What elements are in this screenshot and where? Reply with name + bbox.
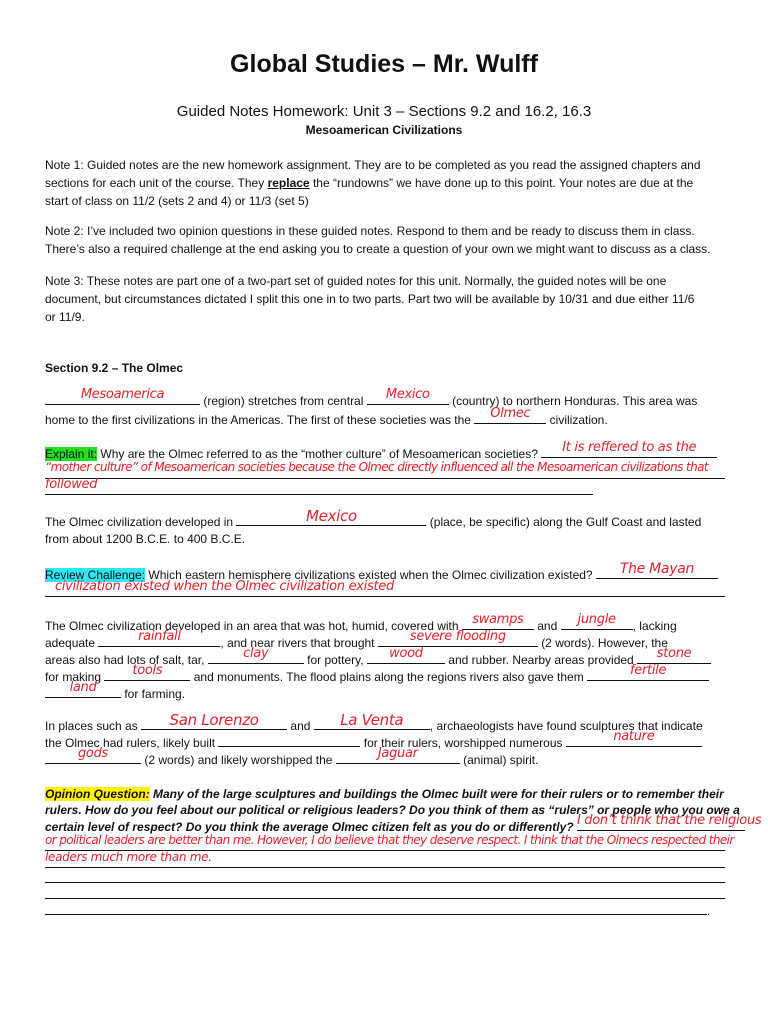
answer-jungle: jungle [577, 612, 616, 627]
p3-and: and [537, 619, 558, 633]
opinion-line2: rulers. How do you feel about our political or religious leaders? Do you think of them as “rulers” or people who you owe a [45, 803, 740, 817]
p2-text-a: The Olmec civilization developed in [45, 515, 234, 529]
opinion-rule-4 [45, 882, 725, 883]
p3-rivers: , and near rivers that brought [220, 636, 375, 650]
explain-answer-3: followed [45, 477, 98, 492]
opinion-text-3: certain level of respect? Do you think the average Olmec citizen felt as you do or differently? [45, 820, 574, 834]
replace-word: replace [267, 176, 310, 190]
blank-nature[interactable] [566, 729, 702, 747]
blank-olmec[interactable] [474, 406, 546, 424]
answer-country: Mexico [385, 387, 430, 402]
p3-line5 [45, 680, 725, 703]
blank-rainfall[interactable] [98, 629, 220, 647]
note3-line1: Note 3: These notes are part one of a two-part set of guided notes for this unit. Normally, the guided notes will be one [45, 274, 667, 288]
review-question: Which eastern hemisphere civilizations existed when the Olmec civilization existed? [145, 568, 593, 582]
blank-jungle[interactable] [561, 612, 633, 630]
review-answer-2: civilization existed when the Olmec civilization existed [55, 579, 394, 594]
opinion-label: Opinion Question: [45, 787, 150, 801]
opinion-period: . [707, 904, 711, 918]
answer-land: land [69, 680, 97, 695]
p4-archaeologists: , archaeologists have found sculptures that indicate [429, 719, 703, 733]
review-label: Review Challenge: [45, 568, 146, 582]
answer-stone: stone [656, 646, 692, 661]
blank-place[interactable] [236, 507, 426, 526]
note1-line2a: sections for each unit of the course. They [45, 176, 268, 190]
opinion-rule-5 [45, 898, 725, 899]
answer-place: Mexico [306, 507, 357, 525]
note1-line3: start of class on 11/2 (sets 2 and 4) or 11/3 (set 5) [45, 194, 309, 208]
note1-line2 [45, 174, 725, 192]
p3-pottery: for pottery, [307, 653, 364, 667]
p1-text-c: home to the first civilizations in the Americas. The first of these societies was the [45, 413, 471, 427]
explain-label: Explain it: [45, 447, 98, 461]
opinion-rule-3 [45, 867, 725, 868]
answer-sanlorenzo: San Lorenzo [169, 711, 259, 729]
explain-blank1[interactable] [541, 440, 717, 458]
p4-spirit: (animal) spirit. [463, 753, 539, 767]
p3-adequate: adequate [45, 636, 96, 650]
answer-nature: nature [613, 729, 655, 744]
note3-line2: document, but circumstances dictated I split this one in to two parts. Part two will be available by 10/31 and due either 11/6 [45, 292, 695, 306]
p3-rubber: and rubber. Nearby areas provided [448, 653, 634, 667]
answer-tools: tools [132, 663, 163, 678]
blank-fertile[interactable] [587, 663, 709, 681]
p3-floodplains: and monuments. The flood plains along the regions rivers also gave them [193, 670, 584, 684]
p3-salt: areas also had lots of salt, tar, [45, 653, 205, 667]
explain-answer-1: It is reffered to as the [562, 440, 697, 455]
p4-places: In places such as [45, 719, 138, 733]
note3-line3: or 11/9. [45, 310, 85, 324]
answer-flooding: severe flooding [409, 629, 506, 644]
blank-region[interactable] [45, 387, 200, 405]
blank-laventa[interactable] [314, 711, 430, 730]
p2-text-b: (place, be specific) along the Gulf Coast and lasted [429, 515, 702, 529]
blank-wood[interactable] [367, 646, 445, 664]
answer-laventa: La Venta [340, 711, 404, 729]
p1-text-d: civilization. [549, 413, 608, 427]
review-rule-2 [45, 596, 725, 597]
p3-lacking: , lacking [632, 619, 677, 633]
blank-land[interactable] [45, 680, 121, 698]
section-heading: Section 9.2 – The Olmec [45, 361, 184, 375]
explain-rule-2 [45, 478, 725, 479]
blank-gods[interactable] [45, 746, 141, 764]
p4-and: and [290, 719, 311, 733]
answer-olmec: Olmec [490, 406, 531, 421]
answer-clay: clay [243, 646, 269, 661]
opinion-text-1: Many of the large sculptures and buildings the Olmec built were for their rulers or to remember their [149, 787, 724, 801]
explain-question: Why are the Olmec referred to as the “mother culture” of Mesoamerican societies? [97, 447, 538, 461]
answer-jaguar: Jaguar [377, 746, 418, 761]
blank-clay[interactable] [208, 646, 304, 664]
p1-text-b: (country) to northern Honduras. This area was [452, 394, 698, 408]
opinion-answer-3: leaders much more than me. [45, 850, 212, 864]
note1-line1: Note 1: Guided notes are the new homework assignment. They are to be completed as you read the assigned chapters and [45, 158, 701, 172]
answer-region: Mesoamerica [80, 387, 165, 402]
p1-line2 [45, 406, 725, 429]
opinion-answer-1: I don’t think that the religious [576, 813, 762, 828]
review-answer-1: The Mayan [619, 561, 695, 577]
answer-swamps: swamps [472, 612, 524, 627]
page-subtitle: Guided Notes Homework: Unit 3 – Sections 9.2 and 16.2, 16.3 [176, 103, 592, 120]
blank-jaguar[interactable] [336, 746, 460, 764]
note2-line2: There’s also a required challenge at the end asking you to create a question of your own we might want to discuss as a class. [45, 242, 711, 256]
opinion-blank1[interactable] [576, 813, 762, 831]
opinion-answer-2: or political leaders are better than me. However, I do believe that they deserve respect. I think that the Olmecs respected their [45, 833, 734, 847]
answer-fertile: fertile [630, 663, 667, 678]
p3-making: for making [45, 670, 102, 684]
p3-text-a: The Olmec civilization developed in an area that was hot, humid, covered with [45, 619, 459, 633]
p2-line1 [45, 507, 725, 531]
p4-worshipped: for their rulers, worshipped numerous [363, 736, 563, 750]
answer-gods: gods [77, 746, 109, 761]
p4-line3 [45, 746, 725, 769]
page-title: Global Studies – Mr. Wulff [230, 50, 538, 78]
blank-sanlorenzo[interactable] [141, 711, 287, 730]
note1-line2b: the “rundowns” we have done up to this point. Your notes are due at the [309, 176, 694, 190]
p2-line2: from about 1200 B.C.E. to 400 B.C.E. [45, 532, 246, 546]
answer-rainfall: rainfall [138, 629, 181, 644]
note2-line1: Note 2: I’ve included two opinion questions in these guided notes. Respond to them and be ready to discuss them in class. [45, 224, 695, 238]
explain-answer-2: “mother culture” of Mesoamerican societies because the Olmec directly influenced all the Mesoamerican civilizations that [45, 460, 709, 474]
topic-heading: Mesoamerican Civilizations [305, 123, 463, 137]
opinion-rule-6 [45, 914, 707, 915]
p1-line1 [45, 387, 725, 410]
p4-rulers: the Olmec had rulers, likely built [45, 736, 216, 750]
explain-rule-3 [45, 494, 593, 495]
review-blank1[interactable] [596, 561, 718, 579]
blank-country[interactable] [367, 387, 449, 405]
p1-text-a: (region) stretches from central [203, 394, 364, 408]
answer-wood: wood [389, 646, 423, 661]
p4-twowords: (2 words) and likely worshipped the [144, 753, 333, 767]
p3-however: (2 words). However, the [541, 636, 668, 650]
p3-farming: for farming. [124, 687, 186, 701]
